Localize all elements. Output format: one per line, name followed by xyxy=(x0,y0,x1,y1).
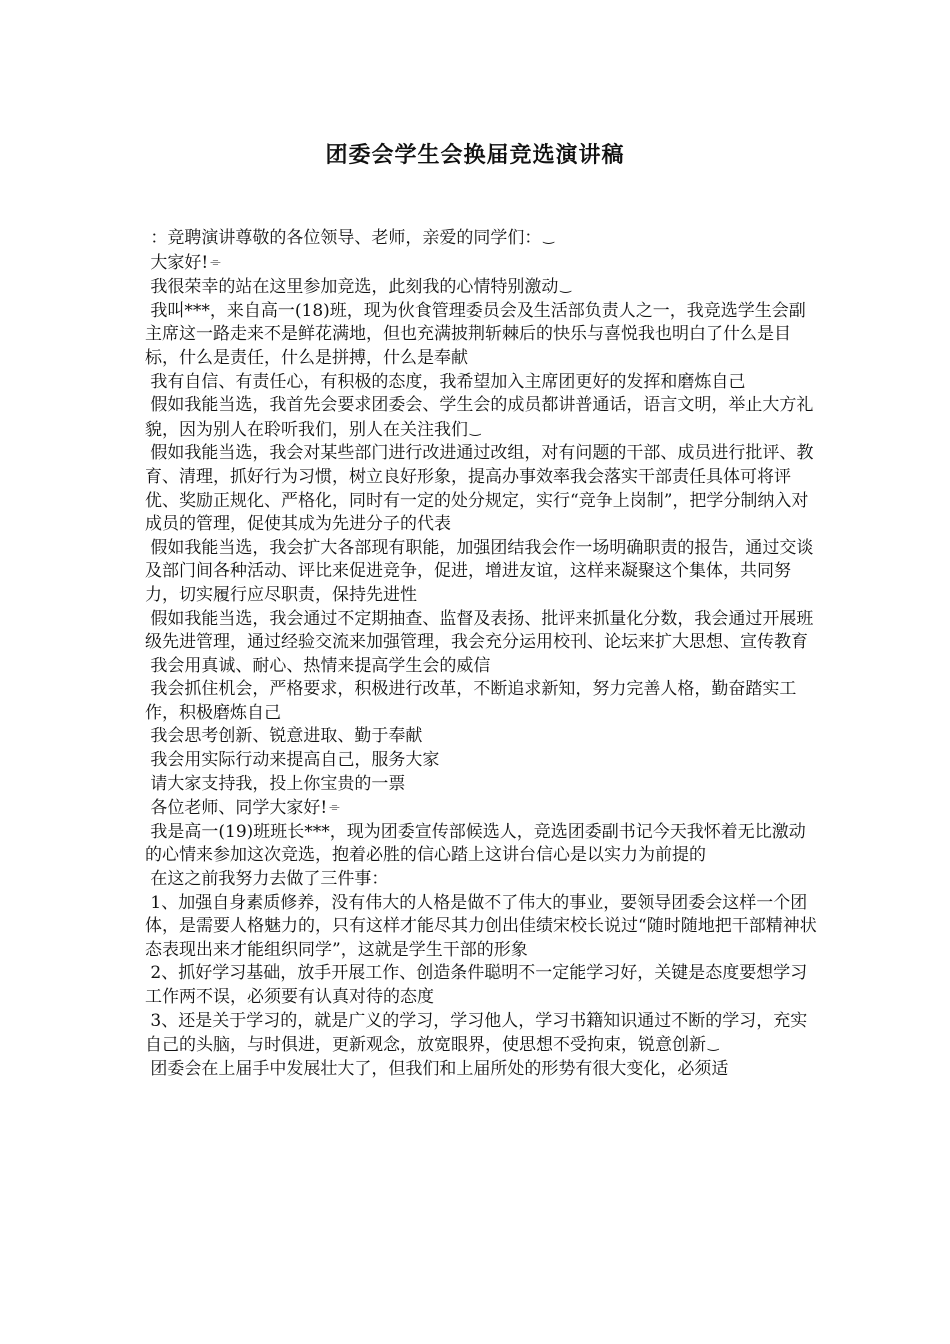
paragraph-text: ：竞聘演讲尊敬的各位领导、老师，亲爱的同学们： xyxy=(145,228,542,248)
document-body xyxy=(145,226,821,1081)
paragraph xyxy=(145,537,821,608)
paragraph xyxy=(145,1058,821,1082)
paragraph-text: 我有自信、有责任心，有积极的态度，我希望加入主席团更好的发挥和磨炼自己 xyxy=(145,371,746,392)
paragraph xyxy=(145,251,821,276)
paragraph xyxy=(145,678,821,725)
paragraph-mark-icon: ⌯ xyxy=(329,800,340,816)
paragraph xyxy=(145,892,821,963)
paragraph-mark-icon: ‿ xyxy=(708,1037,719,1053)
paragraph-mark-icon: ‿ xyxy=(543,230,554,245)
paragraph-text: 请大家支持我，投上你宝贵的一票 xyxy=(145,773,406,794)
paragraph xyxy=(145,773,821,797)
paragraph xyxy=(145,655,821,679)
paragraph-text: 我很荣幸的站在这里参加竞选，此刻我的心情特别激动 xyxy=(145,277,559,298)
paragraph-text: 2、抓好学习基础，放手开展工作、创造条件聪明不一定能学习好，关键是态度要想学习工作两不误，必须要有认真对待的态度 xyxy=(145,963,808,1007)
paragraph-text: 我叫***，来自高一(18)班，现为伙食管理委员会及生活部负责人之一，我竞选学生会副主席这一路走来不是鲜花满地，但也充满披荆斩棘后的快乐与喜悦我也明白了什么是目标，什么是责任，什么是拼搏，什么是奉献 xyxy=(145,300,806,368)
paragraph-text: 我会思考创新、锐意进取、勤于奉献 xyxy=(145,726,423,747)
paragraph xyxy=(145,275,821,300)
paragraph-text: 假如我能当选，我会扩大各部现有职能，加强团结我会作一场明确职责的报告，通过交谈及部门间各种活动、评比来促进竞争，促进，增进友谊，这样来凝聚这个集体，共同努力，切实履行应尽职责，保持先进性 xyxy=(145,537,814,605)
paragraph xyxy=(145,749,821,773)
paragraph-text: 我是高一(19)班班长***，现为团委宣传部候选人，竞选团委副书记今天我怀着无比激动的心情来参加这次竞选，抱着必胜的信心踏上这讲台信心是以实力为前提的 xyxy=(145,821,806,866)
paragraph-mark-icon: ‿ xyxy=(560,279,571,295)
paragraph-text: 团委会在上届手中发展壮大了，但我们和上届所处的形势有很大变化，必须适 xyxy=(145,1058,729,1079)
document-title: 团委会学生会换届竞选演讲稿 xyxy=(325,142,625,168)
paragraph xyxy=(145,725,821,749)
paragraph xyxy=(145,442,821,536)
paragraph-text: 我会抓住机会，严格要求，积极进行改革，不断追求新知，努力完善人格，勤奋踏实工作，积极磨炼自己 xyxy=(145,679,797,723)
paragraph-text: 假如我能当选，我首先会要求团委会、学生会的成员都讲普通话，语言文明，举止大方礼貌，因为别人在聆听我们，别人在关注我们 xyxy=(145,395,814,440)
paragraph xyxy=(145,608,821,655)
paragraph xyxy=(145,821,821,868)
paragraph-text: 我会用真诚、耐心、热情来提高学生会的威信 xyxy=(145,655,491,676)
paragraph-text: 假如我能当选，我会对某些部门进行改进通过改组，对有问题的干部、成员进行批评、教育、清理，抓好行为习惯，树立良好形象，提高办事效率我会落实干部责任具体可将评优、奖励正规化、严格化，同时有一定的处分规定，实行“竞争上岗制”，把学分制纳入对成员的管理，促使其成为先进分子的代表 xyxy=(145,443,814,535)
paragraph-mark-icon: ‿ xyxy=(470,421,481,437)
paragraph xyxy=(145,371,821,395)
paragraph-text: 假如我能当选，我会通过不定期抽查、监督及表扬、批评来抓量化分数，我会通过开展班级先进管理，通过经验交流来加强管理，我会充分运用校刊、论坛来扩大思想、宣传教育 xyxy=(145,608,814,653)
paragraph xyxy=(145,868,821,892)
paragraph-mark-icon: ⌯ xyxy=(210,254,221,270)
paragraph-text: 1、加强自身素质修养，没有伟大的人格是做不了伟大的事业，要领导团委会这样一个团体，是需要人格魅力的，只有这样才能尽其力创出佳绩宋校长说过“随时随地把干部精神状态表现出来才能组织同学”，这就是学生干部的形象 xyxy=(145,892,817,960)
paragraph-text: 大家好! xyxy=(145,252,209,273)
paragraph-text: 我会用实际行动来提高自己，服务大家 xyxy=(145,750,440,771)
paragraph xyxy=(145,1010,821,1058)
paragraph xyxy=(145,796,821,821)
paragraph xyxy=(145,962,821,1009)
paragraph xyxy=(145,226,821,251)
paragraph-text: 各位老师、同学大家好! xyxy=(145,798,328,819)
paragraph-text: 3、还是关于学习的，就是广义的学习，学习他人，学习书籍知识通过不断的学习，充实自己的头脑，与时俱进，更新观念，放宽眼界，使思想不受拘束，锐意创新 xyxy=(145,1010,808,1056)
paragraph-text: 在这之前我努力去做了三件事： xyxy=(145,869,389,890)
paragraph xyxy=(145,394,821,442)
paragraph xyxy=(145,300,821,371)
